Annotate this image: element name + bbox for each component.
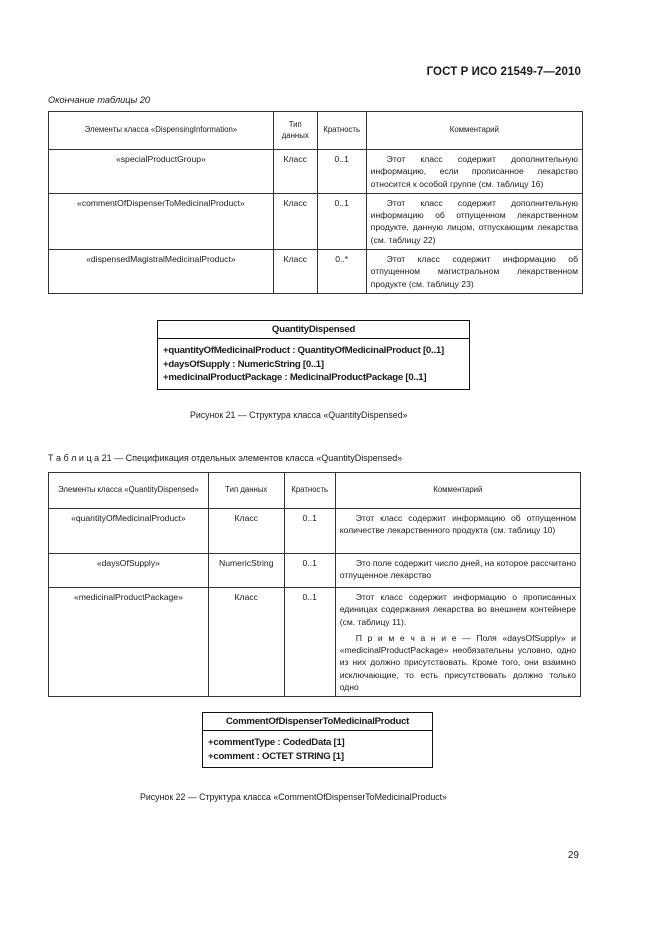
comment-cell [366,193,582,249]
element-name: «daysOfSupply» [49,554,209,588]
comment-text: Этот класс содержит информацию о прописанных единицах содержания лекарства во внешнем контейнере (см. таблицу 11). [339,592,576,627]
comment-text: Этот класс содержит дополнительную информацию об отпущенном лекарственном продукте, данную лицом, отпускающим лекарства (см. таблицу 22) [370,197,578,245]
table21-title: Т а б л и ц а 21 — Спецификация отдельных элементов класса «QuantityDispensed» [48,453,403,463]
comment-text: Это поле содержит число дней, на которое рассчитано отпущенное лекарство [339,558,576,581]
table20-col-elements: Элементы класса «DispensingInformation» [49,112,274,150]
comment-text: Этот класс содержит информацию об отпущенном количестве лекарственного продукта (см. таблицу 10) [339,513,576,536]
table-row [49,588,581,697]
comment-cell [335,588,580,697]
comment-text: Этот класс содержит дополнительную информацию, если прописанное лекарство относится к особой группе (см. таблицу 16) [370,154,578,189]
uml-attribute: +medicinalProductPackage : MedicinalProductPackage [0..1] [163,372,427,384]
uml-attribute: +commentType : CodedData [1] [208,737,345,748]
table21-col-multiplicity: Кратность [284,473,335,509]
table20-header-row [49,112,583,150]
multiplicity: 0..1 [284,509,335,554]
table20-col-multiplicity: Кратность [317,112,366,150]
multiplicity: 0..1 [284,554,335,588]
multiplicity: 0..* [317,250,366,294]
element-name: «medicinalProductPackage» [49,588,209,697]
uml-attributes [158,339,469,389]
note-text: П р и м е ч а н и е — Поля «daysOfSupply» и «medicinalProductPackage» необязательны условно, одно из них должно присутствовать. Кроме того, они взаимно исключающие, то есть присутствовать должно только одно [339,632,576,693]
table-row [49,193,583,249]
table-row [49,509,581,554]
uml-attribute: +comment : OCTET STRING [1] [208,750,344,762]
figure22-caption: Рисунок 22 — Структура класса «CommentOfDispenserToMedicinalProduct» [140,792,447,802]
uml-attributes [203,731,432,767]
table-row [49,554,581,588]
uml-attribute: +daysOfSupply : NumericString [0..1] [163,358,324,370]
standard-designation: ГОСТ Р ИСО 21549-7—2010 [426,66,581,78]
uml-class-quantity-dispensed [157,320,470,390]
data-type: Класс [273,250,317,294]
uml-class-name: CommentOfDispenserToMedicinalProduct [203,713,432,731]
data-type: Класс [208,588,284,697]
page-number: 29 [567,850,579,861]
comment-cell [335,554,580,588]
figure21-caption: Рисунок 21 — Структура класса «QuantityDispensed» [190,410,408,420]
table21-col-type: Тип данных [208,473,284,509]
data-type: Класс [273,193,317,249]
comment-cell [366,150,582,194]
table20-col-type: Тип данных [273,112,317,150]
table20-continuation-caption: Окончание таблицы 20 [48,95,151,105]
uml-class-name: QuantityDispensed [158,321,469,339]
table-21 [48,472,581,697]
data-type: Класс [208,509,284,554]
comment-text: Этот класс содержит информацию об отпущенном магистральном лекарственном продукте (см. таблицу 23) [370,254,578,289]
table21-header-row [49,473,581,509]
multiplicity: 0..1 [284,588,335,697]
element-name: «commentOfDispenserToMedicinalProduct» [49,193,274,249]
comment-cell [335,509,580,554]
uml-class-comment-of-dispenser [202,712,433,768]
multiplicity: 0..1 [317,150,366,194]
table21-col-comment: Комментарий [335,473,580,509]
element-name: «specialProductGroup» [49,150,274,194]
comment-cell [366,250,582,294]
uml-attribute: +quantityOfMedicinalProduct : QuantityOfMedicinalProduct [0..1] [163,345,444,356]
table20-col-comment: Комментарий [366,112,582,150]
table21-col-elements: Элементы класса «QuantityDispensed» [49,473,209,509]
data-type: Класс [273,150,317,194]
element-name: «dispensedMagistralMedicinalProduct» [49,250,274,294]
table-row [49,150,583,194]
multiplicity: 0..1 [317,193,366,249]
table-20 [48,111,583,294]
element-name: «quantityOfMedicinalProduct» [49,509,209,554]
data-type: NumericString [208,554,284,588]
table-row [49,250,583,294]
